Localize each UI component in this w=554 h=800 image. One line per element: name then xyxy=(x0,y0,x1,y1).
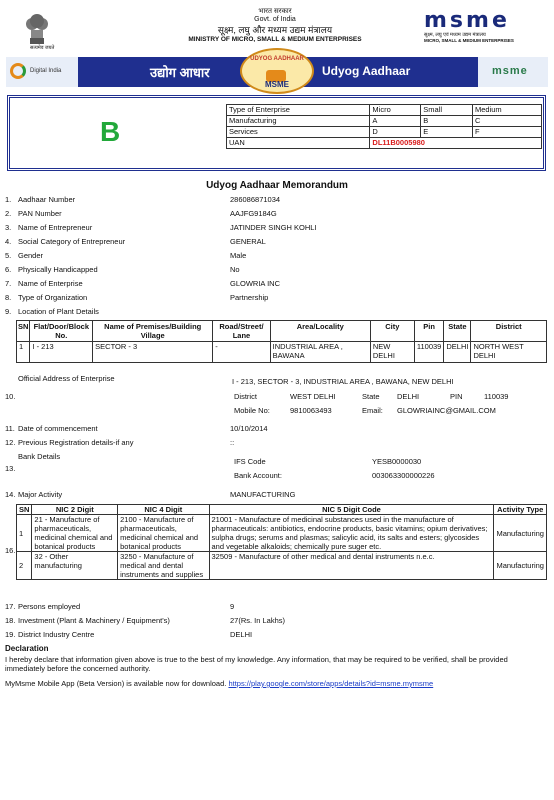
location-header-cell: Pin xyxy=(414,321,443,342)
field-value: 27(Rs. In Lakhs) xyxy=(230,616,286,625)
field-label: Previous Registration details-if any xyxy=(18,438,134,447)
official-address-label: Official Address of Enterprise xyxy=(18,374,115,383)
location-cell: 1 xyxy=(17,342,30,363)
udyog-hindi: उद्योग आधार xyxy=(150,65,210,80)
field-row xyxy=(0,438,554,452)
enterprise-cell: E xyxy=(421,127,473,138)
field-row xyxy=(0,424,554,438)
plant-location-table xyxy=(16,320,547,363)
activity-cell: Manufacturing xyxy=(494,515,547,552)
field-row xyxy=(0,293,554,307)
field-number: 12. xyxy=(5,438,16,447)
field-row xyxy=(0,307,554,321)
bank-details-label: Bank Details xyxy=(18,452,61,461)
enterprise-cell: Micro xyxy=(370,105,421,116)
enterprise-cell: D xyxy=(370,127,421,138)
activity-cell: 3250 - Manufacture of medical and dental instruments and supplies xyxy=(118,552,209,580)
field-number: 7. xyxy=(5,279,12,288)
enterprise-grade: B xyxy=(100,116,121,147)
location-cell: INDUSTRIAL AREA , BAWANA xyxy=(270,342,370,363)
digital-india-logo xyxy=(6,57,78,87)
enterprise-row xyxy=(227,116,542,127)
email-label: Email: xyxy=(362,406,383,415)
field-row xyxy=(0,237,554,251)
emblem-caption: सत्यमेव जयते xyxy=(30,45,55,51)
field-value: DELHI xyxy=(230,630,253,639)
location-cell: I - 213 xyxy=(30,342,93,363)
activity-cell: 32 - Other manufacturing xyxy=(32,552,118,580)
enterprise-cell: A xyxy=(370,116,421,127)
activity-cell: 2 xyxy=(17,552,32,580)
msme-hindi: सूक्ष्म, लघु एवं मध्यम उद्यम मंत्रालय xyxy=(424,32,486,38)
enterprise-cell: Small xyxy=(421,105,473,116)
pin-value: 110039 xyxy=(484,392,509,401)
bank-details-number: 13. xyxy=(5,464,16,473)
major-activity-row xyxy=(0,490,554,500)
field-value: 286086871034 xyxy=(230,195,281,204)
field-number: 3. xyxy=(5,223,12,232)
nic-activity-table xyxy=(16,504,547,580)
field-row xyxy=(0,616,554,630)
field-value: GLOWRIA INC xyxy=(230,279,281,288)
field-number: 8. xyxy=(5,293,12,302)
field-label: Social Category of Entrepreneur xyxy=(18,237,126,246)
enterprise-cell: Type of Enterprise xyxy=(227,105,370,116)
ifs-label: IFS Code xyxy=(234,457,266,466)
msme-sub: MICRO, SMALL & MEDIUM ENTERPRISES xyxy=(424,38,514,43)
app-text: MyMsme Mobile App (Beta Version) is available now for download. xyxy=(5,679,227,688)
location-cell: 110039 xyxy=(414,342,443,363)
declaration-text: I hereby declare that information given above is true to the best of my knowledge. Any information, that may be required to be verified, shall be provided immediately before the concerned authority. xyxy=(5,655,508,673)
field-number: 6. xyxy=(5,265,12,274)
field-value: JATINDER SINGH KOHLI xyxy=(230,223,317,232)
location-header-cell: Name of Premises/Building Village xyxy=(93,321,213,342)
location-cell: NEW DELHI xyxy=(370,342,414,363)
ifs-value: YESB0000030 xyxy=(372,457,422,466)
ministry-block xyxy=(150,8,400,44)
ministry-hindi: सूक्ष्म, लघु और मध्यम उद्यम मंत्रालय xyxy=(217,25,333,35)
udyog-aadhaar-seal xyxy=(240,48,314,94)
field-number: 4. xyxy=(5,237,12,246)
field-number: 17. xyxy=(5,602,16,611)
field-value: No xyxy=(230,265,240,274)
field-label: Aadhaar Number xyxy=(18,195,76,204)
field-value: 9 xyxy=(230,602,235,611)
district-label: District xyxy=(234,392,257,401)
msme-logo xyxy=(424,10,520,44)
field-number: 1. xyxy=(5,195,12,204)
mobile-value: 9810063493 xyxy=(290,406,332,415)
national-emblem-icon xyxy=(22,8,52,48)
activity-header-cell: NIC 4 Digit xyxy=(118,505,209,515)
field-number: 9. xyxy=(5,307,12,316)
entrepreneur-fields xyxy=(0,195,554,321)
activity-cell: 2100 - Manufacture of pharmaceuticals, medicinal chemical and botanical products xyxy=(118,515,209,552)
field-label: District Industry Centre xyxy=(18,630,95,639)
field-label: Persons employed xyxy=(18,602,81,611)
activity-header-cell: Activity Type xyxy=(494,505,547,515)
app-info xyxy=(5,679,545,688)
state-value: DELHI xyxy=(397,392,420,401)
field-number: 2. xyxy=(5,209,12,218)
location-data-row xyxy=(17,342,547,363)
activity-header-cell: SN xyxy=(17,505,32,515)
location-header-cell: Area/Locality xyxy=(270,321,370,342)
mobile-label: Mobile No: xyxy=(234,406,270,415)
digital-india-icon xyxy=(10,63,26,79)
field-value: AAJFG9184G xyxy=(230,209,277,218)
seal-bottom-text: MSME xyxy=(265,80,289,89)
field-number: 19. xyxy=(5,630,16,639)
field-label: Investment (Plant & Machinery / Equipment's) xyxy=(18,616,170,625)
enterprise-cell: Medium xyxy=(472,105,541,116)
field-row xyxy=(0,630,554,644)
enterprise-type-table xyxy=(226,104,542,149)
investment-fields xyxy=(0,602,554,644)
field-row xyxy=(0,251,554,265)
location-cell: SECTOR - 3 xyxy=(93,342,213,363)
field-value: GENERAL xyxy=(230,237,266,246)
msme-small-logo xyxy=(478,57,548,87)
activity-cell: 32509 - Manufacture of other medical and dental instruments n.e.c. xyxy=(209,552,494,580)
uan-value: DL11B0005980 xyxy=(370,138,542,149)
field-label: Name of Entrepreneur xyxy=(18,223,93,232)
activity-row xyxy=(17,515,547,552)
gov-hindi: भारत सरकार xyxy=(258,8,292,15)
activity-number: 16. xyxy=(5,546,16,555)
field-row xyxy=(0,209,554,223)
field-number: 18. xyxy=(5,616,16,625)
field-row xyxy=(0,195,554,209)
registration-fields xyxy=(0,424,554,452)
location-header-cell: Road/Street/ Lane xyxy=(213,321,270,342)
seal-top-text: UDYOG AADHAAR xyxy=(250,56,304,62)
location-header-cell: District xyxy=(471,321,547,342)
ministry-english: MINISTRY OF MICRO, SMALL & MEDIUM ENTERPRISES xyxy=(188,36,362,43)
state-label: State xyxy=(362,392,380,401)
field-number: 11. xyxy=(5,424,15,433)
location-cell: - xyxy=(213,342,270,363)
official-address-value: I - 213, SECTOR - 3, INDUSTRIAL AREA , BAWANA, NEW DELHI xyxy=(232,377,454,386)
location-header-cell: State xyxy=(444,321,471,342)
field-row xyxy=(0,223,554,237)
field-value: 10/10/2014 xyxy=(230,424,268,433)
field-value: Partnership xyxy=(230,293,269,302)
field-row xyxy=(0,265,554,279)
enterprise-cell: F xyxy=(472,127,541,138)
account-value: 003063300000226 xyxy=(372,471,435,480)
field-row xyxy=(0,602,554,616)
location-header-cell: City xyxy=(370,321,414,342)
field-label: Location of Plant Details xyxy=(18,307,99,316)
memorandum-title: Udyog Aadhaar Memorandum xyxy=(206,180,348,191)
location-header-row xyxy=(17,321,547,342)
field-label: Major Activity xyxy=(18,490,63,499)
declaration-title: Declaration xyxy=(5,644,49,653)
field-number: 14. xyxy=(5,490,16,499)
digital-india-text: Digital India xyxy=(30,68,62,74)
activity-cell: 21 - Manufacture of pharmaceuticals, medicinal chemical and botanical products xyxy=(32,515,118,552)
pin-label: PIN xyxy=(450,392,463,401)
uan-row xyxy=(227,138,542,149)
enterprise-row xyxy=(227,127,542,138)
activity-cell: 21001 - Manufacture of medicinal substances used in the manufacture of pharmaceuticals: antibiotics, endocrine products, basic vitamins; opium derivatives; sulpha drugs; serums and plasmas; salicylic acid, its salts and esters; glycosides and vegetable alkaloids; chemically pure suger etc. xyxy=(209,515,494,552)
official-address-number: 10. xyxy=(5,392,16,401)
activity-cell: 1 xyxy=(17,515,32,552)
activity-header-cell: NIC 2 Digit xyxy=(32,505,118,515)
account-label: Bank Account: xyxy=(234,471,282,480)
uan-label: UAN xyxy=(227,138,370,149)
activity-row xyxy=(17,552,547,580)
field-row xyxy=(0,279,554,293)
field-label: PAN Number xyxy=(18,209,62,218)
udyog-english: Udyog Aadhaar xyxy=(322,64,411,78)
district-value: WEST DELHI xyxy=(290,392,336,401)
field-label: Physically Handicapped xyxy=(18,265,98,274)
activity-cell: Manufacturing xyxy=(494,552,547,580)
location-header-cell: Flat/Door/Block No. xyxy=(30,321,93,342)
enterprise-cell: C xyxy=(472,116,541,127)
activity-header-cell: NIC 5 Digit Code xyxy=(209,505,494,515)
enterprise-cell: Services xyxy=(227,127,370,138)
field-label: Gender xyxy=(18,251,44,260)
location-cell: DELHI xyxy=(444,342,471,363)
enterprise-cell: Manufacturing xyxy=(227,116,370,127)
field-label: Date of commencement xyxy=(18,424,98,433)
gov-english: Govt. of India xyxy=(254,16,296,23)
field-label: Type of Organization xyxy=(18,293,88,302)
field-value: Male xyxy=(230,251,247,260)
enterprise-cell: B xyxy=(421,116,473,127)
field-value: :: xyxy=(230,438,235,447)
enterprise-row xyxy=(227,105,542,116)
msme-logo-text: msme xyxy=(424,8,510,33)
location-cell: NORTH WEST DELHI xyxy=(471,342,547,363)
field-label: Name of Enterprise xyxy=(18,279,83,288)
app-download-link[interactable]: https://play.google.com/store/apps/details?id=msme.mymsme xyxy=(228,679,434,688)
location-header-cell: SN xyxy=(17,321,30,342)
email-value: GLOWRIAINC@GMAIL.COM xyxy=(397,406,496,415)
field-number: 5. xyxy=(5,251,12,260)
msme-small-text: msme xyxy=(492,65,528,77)
activity-header-row xyxy=(17,505,547,515)
field-value: MANUFACTURING xyxy=(230,490,296,499)
